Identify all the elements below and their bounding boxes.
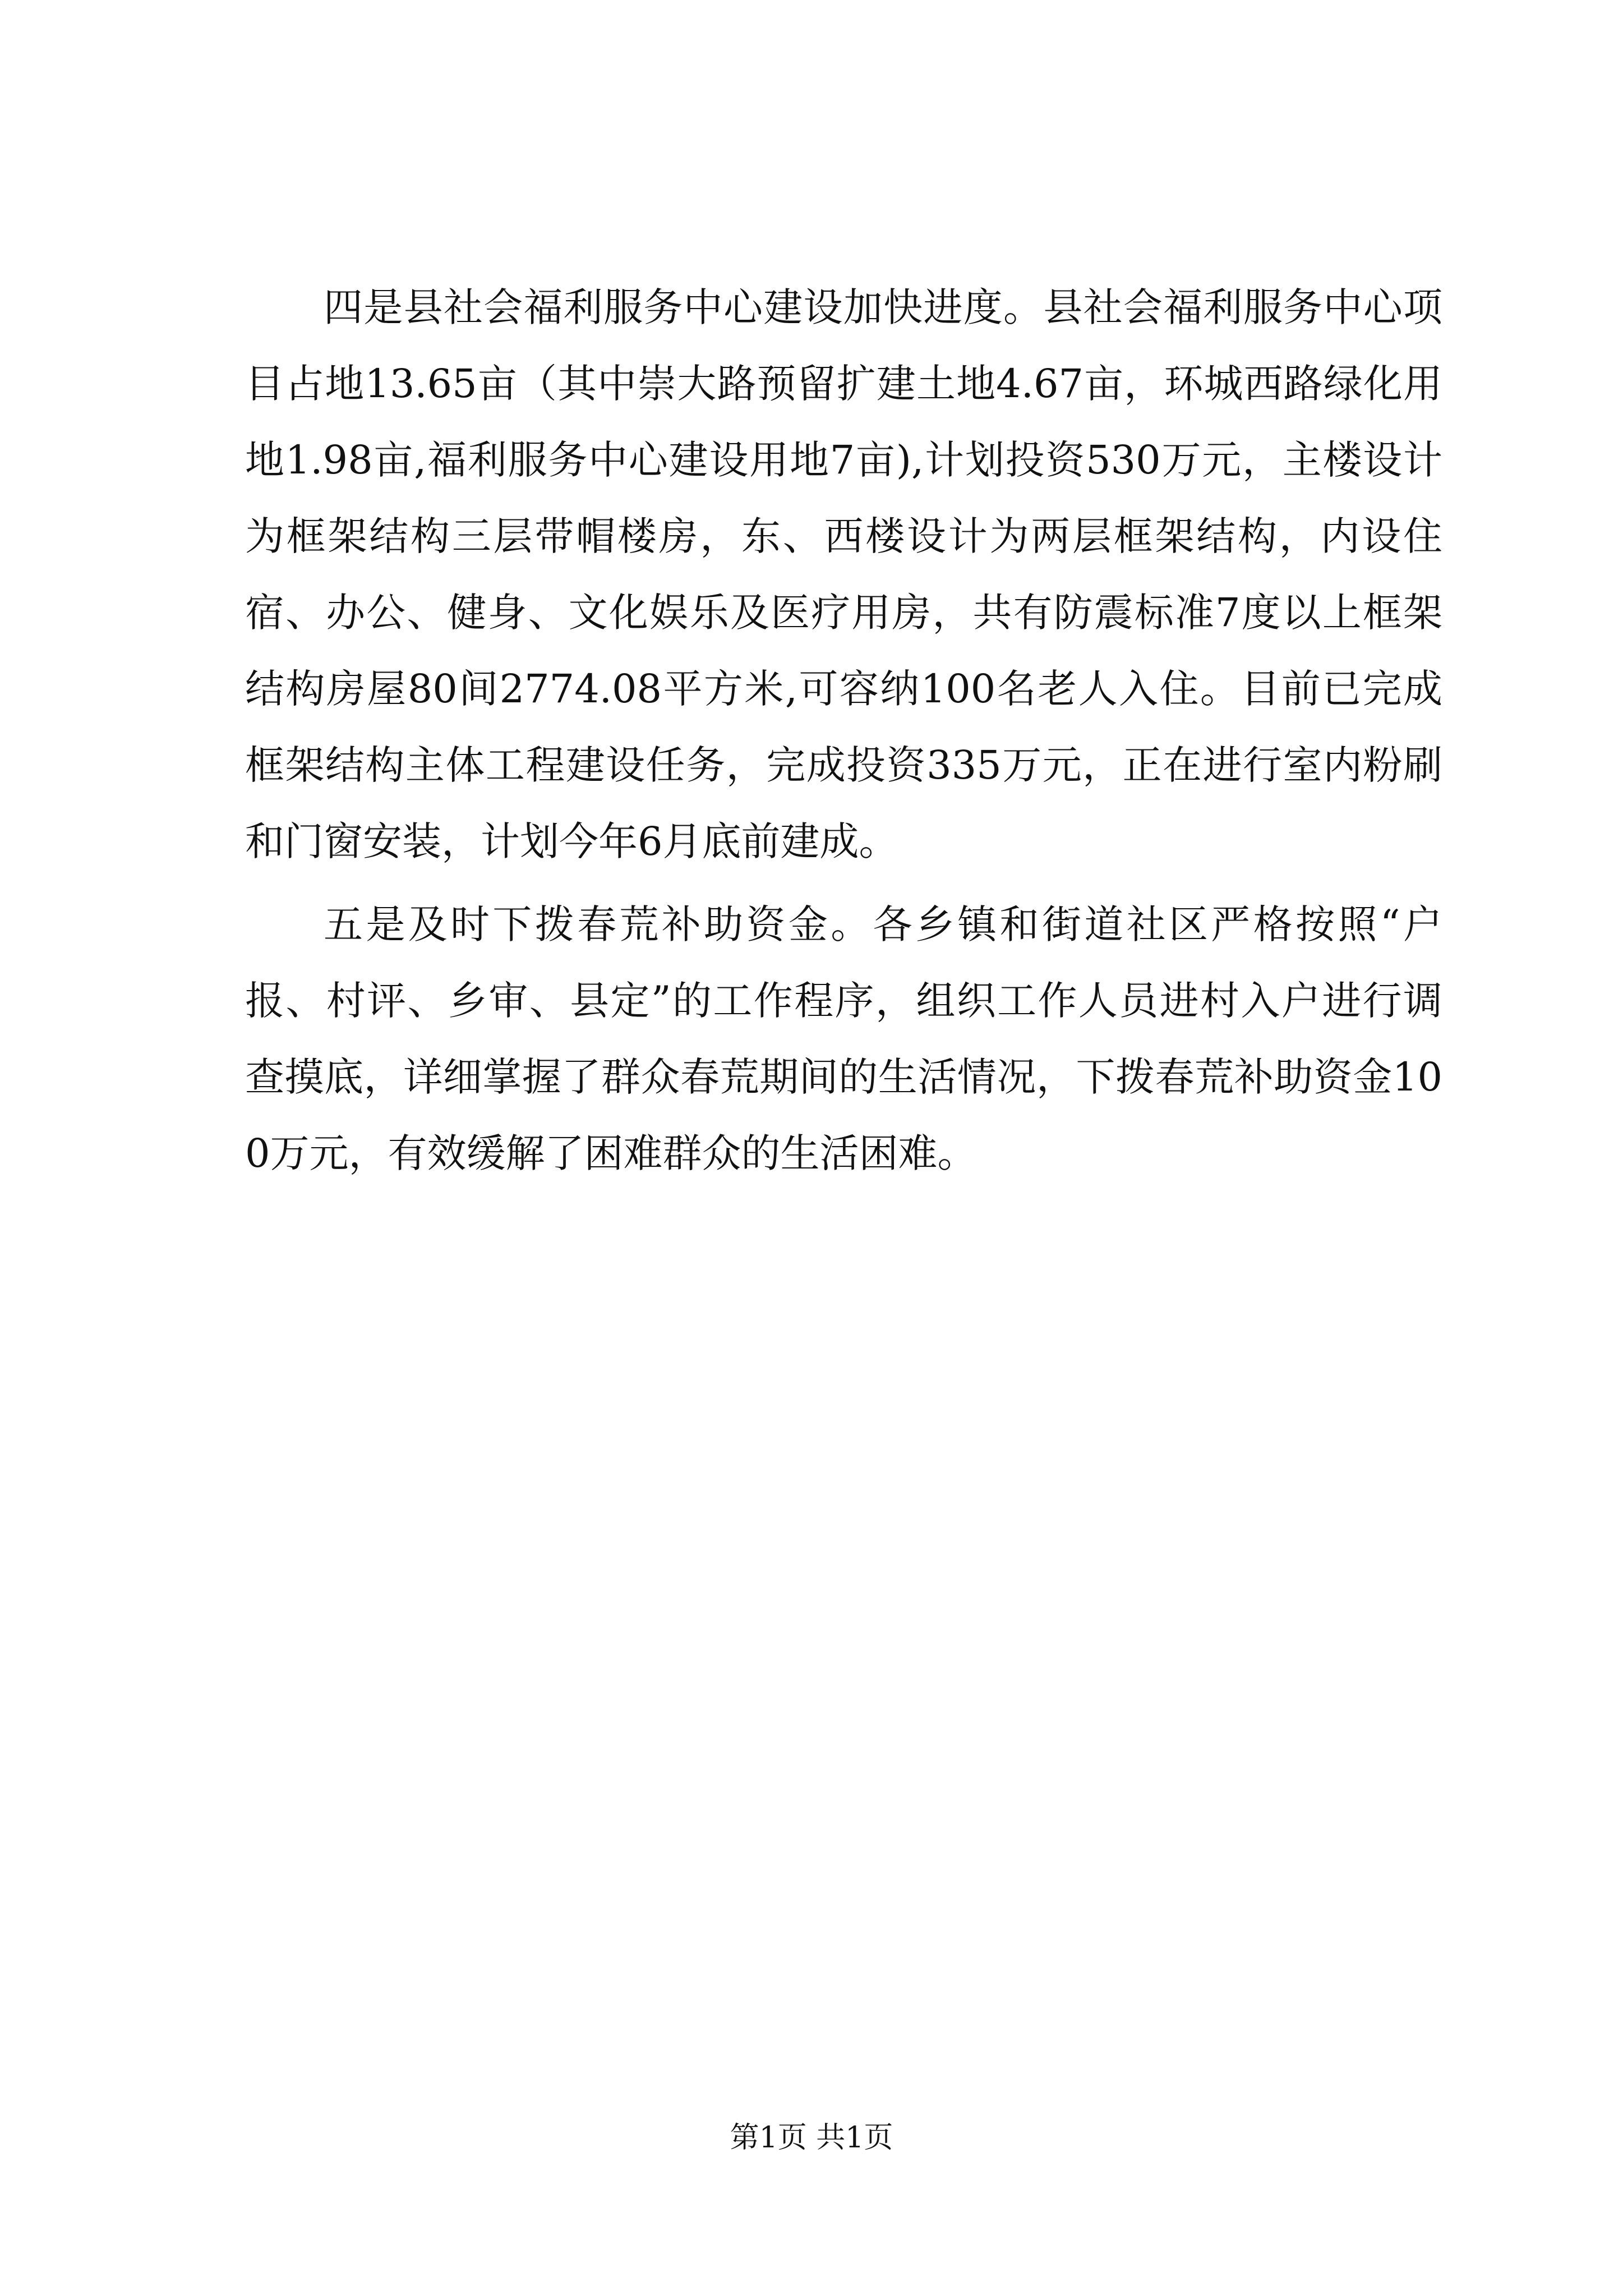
paragraph-welfare-center: 四是县社会福利服务中心建设加快进度。县社会福利服务中心项目占地13.65亩（其中崇大路预留扩建土地4.67亩，环城西路绿化用地1.98亩,福利服务中心建设用地7亩),计划投资530万元，主楼设计为框架结构三层带帽楼房，东、西楼设计为两层框架结构，内设住宿、办公、健身、文化娱乐及医疗用房，共有防震标准7度以上框架结构房屋80间2774.08平方米,可容纳100名老人入住。目前已完成框架结构主体工程建设任务，完成投资335万元，正在进行室内粉刷和门窗安装，计划今年6月底前建成。	[245, 284, 1442, 864]
document-body	[245, 269, 1442, 1191]
paragraph-spring-relief: 五是及时下拨春荒补助资金。各乡镇和街道社区严格按照“户报、村评、乡审、县定”的工作程序，组织工作人员进村入户进行调查摸底，详细掌握了群众春荒期间的生活情况，下拨春荒补助资金100万元，有效缓解了困难群众的生活困难。	[245, 901, 1442, 1176]
page-footer: 第1页 共1页	[730, 2121, 893, 2155]
